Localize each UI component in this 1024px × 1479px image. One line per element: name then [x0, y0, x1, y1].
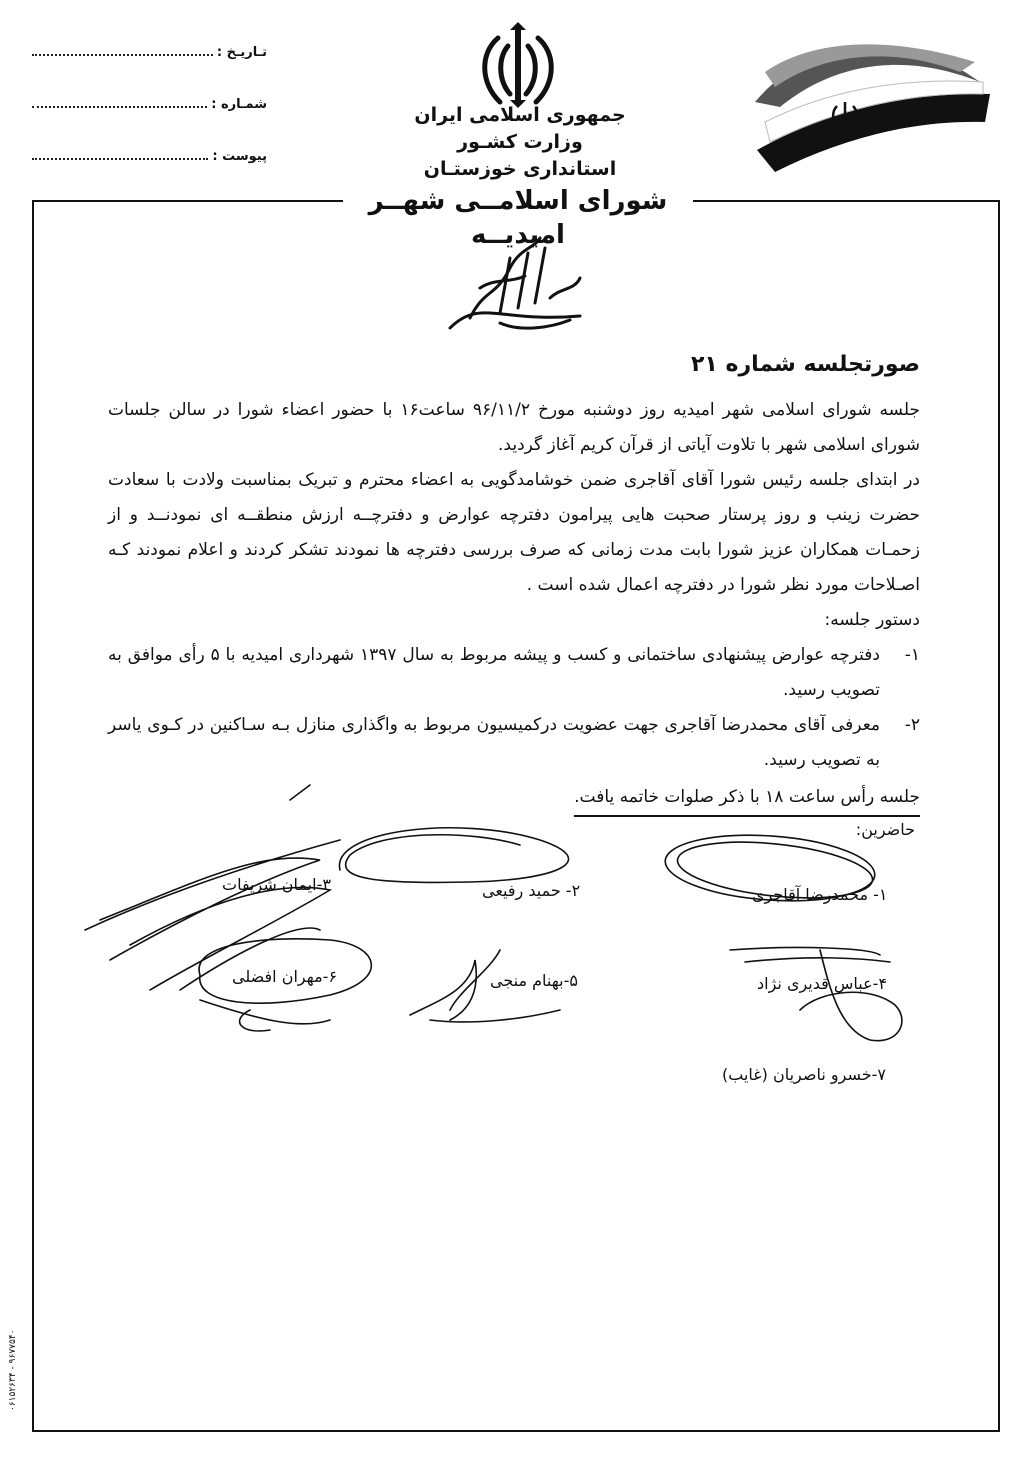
agenda-item-2-text: معرفی آقای محمدرضا آقاجری جهت عضويت دركميسيون مربوط به واگذاری منازل بـه سـاكنين در كـوی ياسر به تصويب رسيد. — [108, 715, 880, 770]
iran-emblem-icon — [470, 18, 566, 110]
attendees-title: حاضرين: — [855, 820, 915, 839]
number-label: شمـاره : — [211, 97, 267, 112]
agenda-item-1-text: دفترچه عوارض پيشنهادی ساختمانی و كسب و پيشه مربوط به سال ۱۳۹۷ شهرداری اميديه با ۵ رأی موافق به تصويب رسيد. — [108, 645, 881, 700]
agenda-item-2 — [108, 708, 920, 778]
attendee-7: ۷-خسرو ناصريان (غايب) — [722, 1065, 886, 1084]
attendee-2: ۲- حميد رفيعی — [482, 881, 581, 900]
attachment-field — [32, 148, 267, 200]
margin-note: ۹۶۷۷۵۴۰ - ۰۶۱۵۲۶۳۴ — [8, 1330, 18, 1412]
minutes-title: صورتجلسه شماره ۲۱ — [690, 352, 920, 377]
number-dots — [32, 96, 207, 108]
date-dots — [32, 44, 213, 56]
date-label: تـاريـخ : — [216, 45, 267, 60]
attendee-5: ۵-بهنام منجی — [490, 971, 578, 990]
attendee-3: ۳-ايمان شريفات — [222, 875, 331, 894]
attachment-dots — [32, 148, 208, 160]
agenda-item-1-number: ۱- — [904, 645, 920, 665]
minutes-body — [108, 345, 920, 817]
paragraph-1: جلسه شورای اسلامی شهر اميديه روز دوشنبه مورخ ۹۶/۱۱/۲ ساعت۱۶ با حضور اعضاء شورا در سالن جلسات شورای اسلامی شهر با تلاوت آياتی از قرآن كريم آغاز گرديد. — [108, 400, 920, 455]
number-field — [32, 96, 267, 148]
meta-fields — [32, 44, 267, 200]
council-title: شورای اسلامــی شهــر اميديــه — [343, 184, 693, 218]
agenda-item-1 — [108, 638, 920, 708]
agenda-item-2-number: ۲- — [904, 715, 920, 735]
attendee-6: ۶-مهران افضلی — [232, 967, 338, 986]
attendee-4: ۴-عباس قديری نژاد — [757, 974, 888, 993]
closing-line: جلسه رأس ساعت ۱۸ با ذكر صلوات خاتمه يافت. — [574, 780, 920, 817]
bismillah-calligraphy — [440, 228, 590, 338]
header-line3: استانداری خوزستـان — [423, 158, 617, 180]
header-line1: جمهوری اسلامی ايران — [414, 104, 626, 126]
iran-flag-icon — [745, 32, 995, 182]
header-titles — [380, 102, 660, 183]
header-line2: وزارت كشـور — [457, 131, 583, 153]
attachment-label: پيوست : — [212, 149, 267, 164]
agenda-title: دستور جلسه: — [824, 610, 920, 630]
attendee-1: ۱- محمدرضا آقاجری — [752, 885, 888, 904]
paragraph-2: در ابتدای جلسه رئيس شورا آقای آقاجری ضمن خوشامدگويی به اعضاء محترم و تبريک بمناسبت ولادت با سعادت حضرت زينب و روز پرستار صحبت هايی پيرامون دفترچه عوارض و دفترچــه ارزش منطقــه ای نمودنــد و از زحمـات همكاران عزيز شورا بابت مدت زمانی كه صرف بررسی دفترچه ها نمودند تشكر كردند و اعلام نمودند كـه اصـلاحات مورد نظر شورا در دفترچه اعمال شده است . — [108, 470, 920, 595]
date-field — [32, 44, 267, 96]
